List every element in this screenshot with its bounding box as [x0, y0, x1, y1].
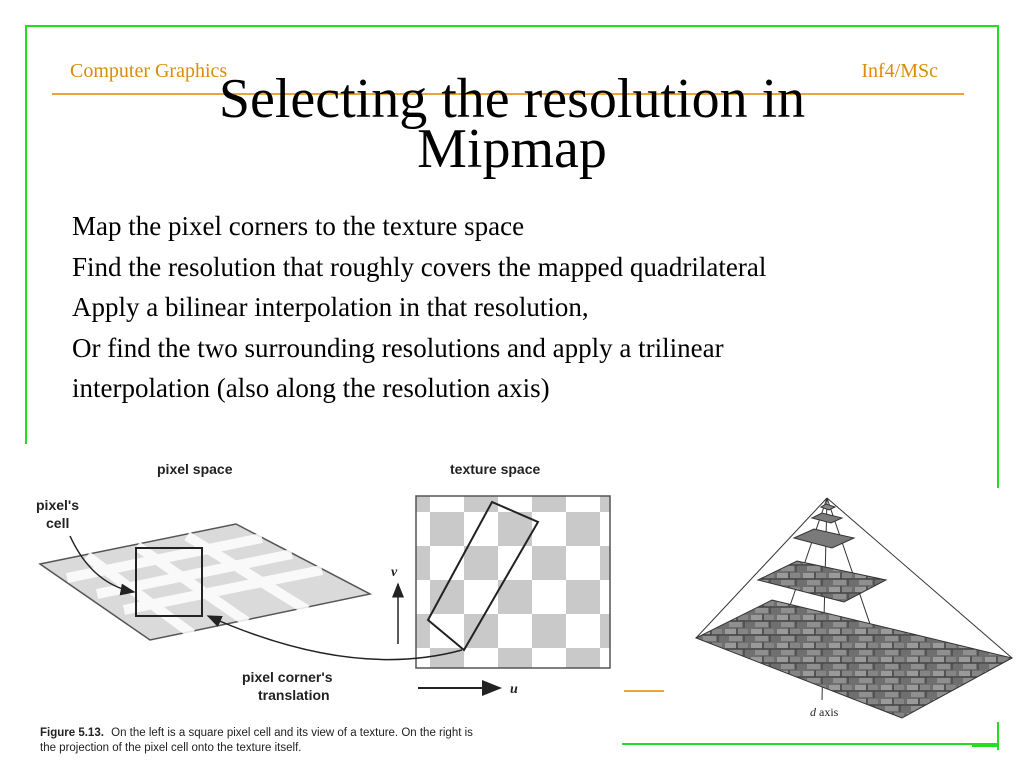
caption-figure-number: Figure 5.13.: [40, 727, 104, 739]
bullet-list: [72, 206, 766, 409]
frame-corner-stub-h: [972, 745, 999, 747]
orange-rule-stub: [624, 690, 664, 692]
bullet-1: Map the pixel corners to the texture space: [72, 211, 525, 241]
title-line-2: Mipmap: [417, 118, 607, 180]
texture-grid: [416, 496, 610, 668]
svg-text:Figure 5.13. On the left: [40, 727, 473, 739]
bullet-3: Apply a bilinear interpolation in that resolution,: [72, 292, 589, 322]
figure-mipmap-pyramid: [672, 488, 1024, 738]
pixel-cell-label-2: cell: [46, 515, 70, 531]
pixel-space-label: pixel space: [157, 461, 233, 477]
d-axis-label: d axis: [810, 705, 839, 719]
mip-level-0: [696, 600, 1012, 718]
bullet-5: interpolation (also along the resolution axis): [72, 373, 550, 403]
bullet-2: Find the resolution that roughly covers the mapped quadrilateral: [72, 251, 767, 282]
v-axis-label: v: [391, 565, 398, 580]
figure-pixel-texture: [22, 444, 622, 768]
caption-line-1: On the left is a square pixel cell and its view of a texture. On the right is: [111, 727, 473, 739]
pixel-cell-label-1: pixel's: [36, 497, 80, 513]
corner-label-2: translation: [258, 687, 330, 703]
corner-label-1: pixel corner's: [242, 669, 333, 685]
mip-level-2: [794, 529, 854, 548]
title-line-1: Selecting the resolution in: [218, 68, 806, 130]
bullet-4: Or find the two surrounding resolutions and apply a trilinear: [72, 332, 724, 363]
u-axis-label: u: [510, 682, 518, 697]
mip-level-3: [812, 513, 842, 523]
mip-level-1: [758, 561, 886, 602]
header-course: Computer Graphics: [70, 60, 228, 82]
caption-line-2: the projection of the pixel cell onto the texture itself.: [40, 742, 302, 754]
header-level: Inf4/MSc: [861, 60, 938, 82]
texture-space-label: texture space: [450, 461, 541, 477]
